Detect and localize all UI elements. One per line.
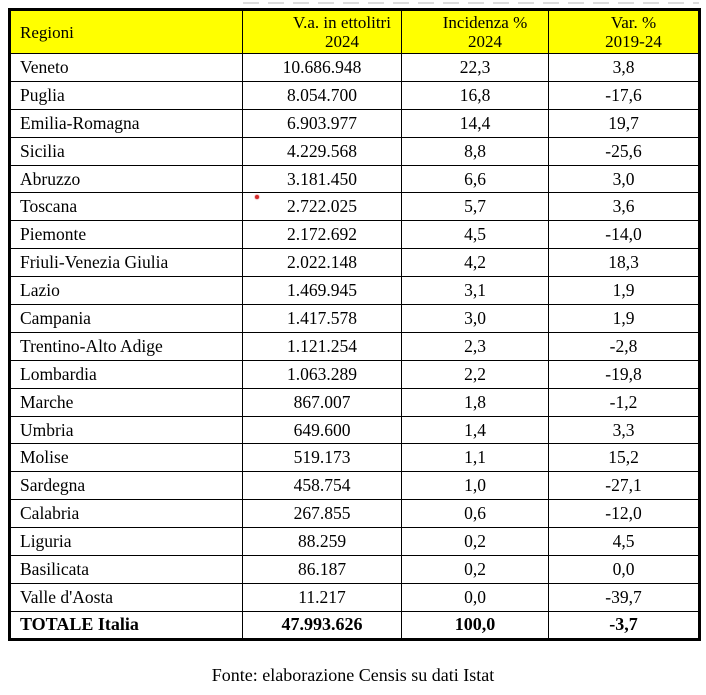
cell-variation: -17,6 bbox=[549, 81, 700, 109]
table-row bbox=[10, 277, 700, 305]
cell-incidence: 16,8 bbox=[402, 81, 549, 109]
cell-incidence: 4,2 bbox=[402, 249, 549, 277]
cell-variation: 3,0 bbox=[549, 165, 700, 193]
cell-region: Lazio bbox=[10, 277, 243, 305]
cell-value: 519.173 bbox=[243, 444, 402, 472]
cell-region: Marche bbox=[10, 388, 243, 416]
column-header-sublabel: 2019-24 bbox=[605, 32, 662, 51]
source-note: Fonte: elaborazione Censis su dati Istat bbox=[211, 665, 495, 685]
cell-variation: -25,6 bbox=[549, 137, 700, 165]
cell-incidence: 100,0 bbox=[402, 611, 549, 639]
table-row bbox=[10, 388, 700, 416]
column-header-sublabel: 2024 bbox=[468, 32, 502, 51]
cell-incidence: 0,2 bbox=[402, 556, 549, 584]
cell-incidence: 2,3 bbox=[402, 332, 549, 360]
cell-value: 8.054.700 bbox=[243, 81, 402, 109]
cell-incidence: 0,6 bbox=[402, 500, 549, 528]
cell-region: Liguria bbox=[10, 528, 243, 556]
cell-value: 2.022.148 bbox=[243, 249, 402, 277]
table-row bbox=[10, 221, 700, 249]
cell-incidence: 3,0 bbox=[402, 305, 549, 333]
cell-value: 88.259 bbox=[243, 528, 402, 556]
cell-region: Lombardia bbox=[10, 360, 243, 388]
cell-variation: -1,2 bbox=[549, 388, 700, 416]
cell-variation: 3,3 bbox=[549, 416, 700, 444]
cell-incidence: 1,1 bbox=[402, 444, 549, 472]
cell-incidence: 4,5 bbox=[402, 221, 549, 249]
cell-region: Umbria bbox=[10, 416, 243, 444]
table-row bbox=[10, 137, 700, 165]
cell-value: 3.181.450 bbox=[243, 165, 402, 193]
cell-incidence: 3,1 bbox=[402, 277, 549, 305]
cell-incidence: 8,8 bbox=[402, 137, 549, 165]
cell-value: 2.722.025 bbox=[243, 193, 402, 221]
table-row bbox=[10, 472, 700, 500]
red-dot-marker bbox=[255, 195, 259, 199]
cell-variation: -12,0 bbox=[549, 500, 700, 528]
table-row bbox=[10, 583, 700, 611]
cell-value: 458.754 bbox=[243, 472, 402, 500]
cell-variation: 1,9 bbox=[549, 305, 700, 333]
cell-region: Valle d'Aosta bbox=[10, 583, 243, 611]
cell-variation: -2,8 bbox=[549, 332, 700, 360]
table-row bbox=[10, 332, 700, 360]
cell-value: 11.217 bbox=[243, 583, 402, 611]
header-row bbox=[10, 10, 700, 54]
cell-variation: 4,5 bbox=[549, 528, 700, 556]
cell-value: 86.187 bbox=[243, 556, 402, 584]
cell-incidence: 0,2 bbox=[402, 528, 549, 556]
cell-variation: -27,1 bbox=[549, 472, 700, 500]
cell-incidence: 14,4 bbox=[402, 109, 549, 137]
cell-variation: -19,8 bbox=[549, 360, 700, 388]
cell-region: Sicilia bbox=[10, 137, 243, 165]
cell-region: Piemonte bbox=[10, 221, 243, 249]
cell-value: 4.229.568 bbox=[243, 137, 402, 165]
column-header-label: Var. % bbox=[610, 13, 657, 32]
cell-incidence: 1,8 bbox=[402, 388, 549, 416]
cell-region: Calabria bbox=[10, 500, 243, 528]
cell-region: Basilicata bbox=[10, 556, 243, 584]
column-header-label: Regioni bbox=[20, 22, 74, 42]
column-header-variation bbox=[549, 10, 700, 54]
cell-variation: -14,0 bbox=[549, 221, 700, 249]
cell-region: Friuli-Venezia Giulia bbox=[10, 249, 243, 277]
column-header-label: V.a. in ettolitri bbox=[293, 13, 391, 32]
column-header-label: Incidenza % bbox=[442, 13, 528, 32]
column-header-value bbox=[243, 10, 402, 54]
cell-value: 47.993.626 bbox=[243, 611, 402, 639]
cell-region: Emilia-Romagna bbox=[10, 109, 243, 137]
cell-variation: 3,6 bbox=[549, 193, 700, 221]
cell-value: 2.172.692 bbox=[243, 221, 402, 249]
regions-data-table bbox=[8, 8, 701, 641]
cell-incidence: 1,0 bbox=[402, 472, 549, 500]
cell-region: Sardegna bbox=[10, 472, 243, 500]
cell-value: 1.063.289 bbox=[243, 360, 402, 388]
cell-variation: 15,2 bbox=[549, 444, 700, 472]
table-row bbox=[10, 165, 700, 193]
cell-region: Abruzzo bbox=[10, 165, 243, 193]
cell-region: Trentino-Alto Adige bbox=[10, 332, 243, 360]
column-header-incidence bbox=[402, 10, 549, 54]
table-row bbox=[10, 528, 700, 556]
total-row bbox=[10, 611, 700, 639]
cell-variation: 19,7 bbox=[549, 109, 700, 137]
cell-variation: -39,7 bbox=[549, 583, 700, 611]
cell-region: Puglia bbox=[10, 81, 243, 109]
cell-variation: 0,0 bbox=[549, 556, 700, 584]
cell-region: Veneto bbox=[10, 54, 243, 82]
table-body bbox=[10, 54, 700, 640]
cell-variation: 18,3 bbox=[549, 249, 700, 277]
table-row bbox=[10, 54, 700, 82]
table-row bbox=[10, 500, 700, 528]
cell-value: 267.855 bbox=[243, 500, 402, 528]
cell-value: 1.121.254 bbox=[243, 332, 402, 360]
table-row bbox=[10, 360, 700, 388]
cell-value: 1.469.945 bbox=[243, 277, 402, 305]
scan-artifact-line bbox=[243, 2, 699, 4]
table-row bbox=[10, 416, 700, 444]
cell-incidence: 6,6 bbox=[402, 165, 549, 193]
cell-variation: -3,7 bbox=[549, 611, 700, 639]
cell-value: 6.903.977 bbox=[243, 109, 402, 137]
table-row bbox=[10, 81, 700, 109]
table-row bbox=[10, 556, 700, 584]
cell-value: 10.686.948 bbox=[243, 54, 402, 82]
column-header-region bbox=[10, 10, 243, 54]
cell-incidence: 5,7 bbox=[402, 193, 549, 221]
cell-value: 1.417.578 bbox=[243, 305, 402, 333]
table-row bbox=[10, 109, 700, 137]
cell-variation: 1,9 bbox=[549, 277, 700, 305]
cell-incidence: 2,2 bbox=[402, 360, 549, 388]
cell-region: TOTALE Italia bbox=[10, 611, 243, 639]
cell-region: Toscana bbox=[10, 193, 243, 221]
cell-incidence: 0,0 bbox=[402, 583, 549, 611]
cell-incidence: 22,3 bbox=[402, 54, 549, 82]
table-row bbox=[10, 305, 700, 333]
table-row bbox=[10, 444, 700, 472]
cell-variation: 3,8 bbox=[549, 54, 700, 82]
table-row bbox=[10, 193, 700, 221]
cell-value: 649.600 bbox=[243, 416, 402, 444]
column-header-sublabel: 2024 bbox=[325, 32, 359, 51]
cell-incidence: 1,4 bbox=[402, 416, 549, 444]
cell-region: Campania bbox=[10, 305, 243, 333]
cell-region: Molise bbox=[10, 444, 243, 472]
cell-value: 867.007 bbox=[243, 388, 402, 416]
table-row bbox=[10, 249, 700, 277]
